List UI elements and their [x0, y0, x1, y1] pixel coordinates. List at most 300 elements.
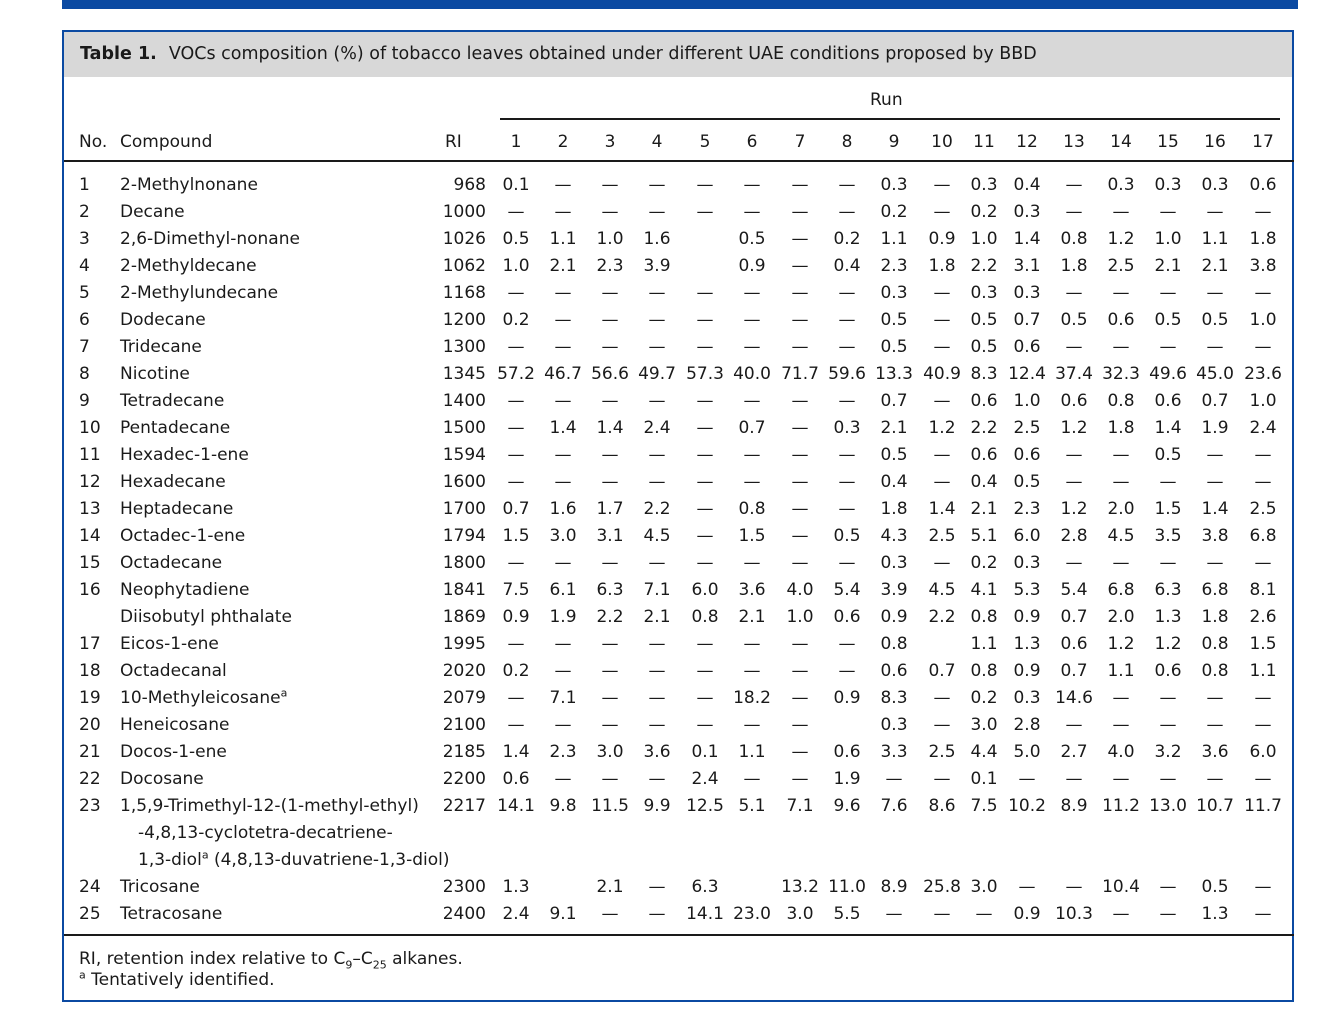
header-ri: RI — [445, 132, 462, 152]
run-value: 3.6 — [1201, 742, 1229, 762]
footer-rule — [64, 934, 1294, 936]
run-value: 0.9 — [880, 607, 908, 627]
run-value: — — [696, 634, 714, 654]
run-value: 1.4 — [549, 418, 577, 438]
run-value: — — [743, 634, 761, 654]
run-value: 3.6 — [643, 742, 671, 762]
run-value: 7.1 — [786, 796, 814, 816]
run-value: 0.3 — [1013, 283, 1041, 303]
run-value: 2.2 — [970, 256, 998, 276]
run-value: — — [791, 256, 809, 276]
run-value: — — [554, 283, 572, 303]
run-value: — — [554, 553, 572, 573]
run-value: — — [838, 634, 856, 654]
run-value: — — [1112, 688, 1130, 708]
run-value: — — [791, 661, 809, 681]
run-value: — — [838, 283, 856, 303]
run-value: 0.5 — [502, 229, 530, 249]
run-value: — — [1065, 877, 1083, 897]
run-value: 0.3 — [1013, 688, 1041, 708]
run-value: — — [601, 904, 619, 924]
caption-text: VOCs composition (%) of tobacco leaves obtained under different UAE conditions proposed by BBD — [168, 44, 1037, 64]
run-value: 0.5 — [1060, 310, 1088, 330]
run-value: — — [554, 310, 572, 330]
run-value: 4.3 — [880, 526, 908, 546]
run-value: 1.6 — [549, 499, 577, 519]
run-value: — — [1254, 769, 1272, 789]
run-value: 1.0 — [970, 229, 998, 249]
run-value: — — [1159, 688, 1177, 708]
row-no: 17 — [79, 634, 101, 654]
row-no: 20 — [79, 715, 101, 735]
run-value: 8.9 — [880, 877, 908, 897]
run-value: 3.0 — [786, 904, 814, 924]
row-no: 3 — [79, 229, 90, 249]
run-value: 0.6 — [1060, 391, 1088, 411]
run-value: — — [1159, 769, 1177, 789]
run-value: — — [838, 553, 856, 573]
run-value: 1.3 — [1201, 904, 1229, 924]
run-value: — — [1112, 715, 1130, 735]
run-value: — — [791, 526, 809, 546]
run-value: 0.6 — [1013, 337, 1041, 357]
run-value: 1.2 — [1060, 418, 1088, 438]
run-value: 56.6 — [591, 364, 629, 384]
run-value: 2.0 — [1107, 607, 1135, 627]
run-value: 2.3 — [880, 256, 908, 276]
run-value: — — [743, 175, 761, 195]
compound-name: Docosane — [120, 769, 204, 789]
run-value: — — [1206, 202, 1224, 222]
row-no: 21 — [79, 742, 101, 762]
run-value: 0.5 — [1154, 445, 1182, 465]
ri-value: 968 — [453, 175, 486, 195]
header-run-16: 16 — [1204, 132, 1226, 152]
row-no: 19 — [79, 688, 101, 708]
run-value: 0.1 — [691, 742, 719, 762]
row-no: 6 — [79, 310, 90, 330]
run-value: 23.6 — [1244, 364, 1282, 384]
run-value: 0.5 — [1201, 877, 1229, 897]
run-value: 6.3 — [691, 877, 719, 897]
run-value: — — [696, 553, 714, 573]
run-value: 0.9 — [928, 229, 956, 249]
run-value: — — [696, 202, 714, 222]
run-value: — — [791, 769, 809, 789]
run-value: — — [696, 337, 714, 357]
run-value: — — [648, 715, 666, 735]
run-value: 2.1 — [596, 877, 624, 897]
run-value: 2.1 — [549, 256, 577, 276]
run-value: 13.2 — [781, 877, 819, 897]
compound-name: 2-Methyldecane — [120, 256, 257, 276]
run-value: — — [648, 391, 666, 411]
ri-value: 1500 — [442, 418, 486, 438]
run-value: — — [696, 472, 714, 492]
run-value: 3.9 — [880, 580, 908, 600]
run-value: — — [838, 472, 856, 492]
run-value: 0.2 — [970, 688, 998, 708]
run-value: 1.8 — [1107, 418, 1135, 438]
run-value: 13.0 — [1149, 796, 1187, 816]
run-value: — — [601, 661, 619, 681]
run-value: 1.3 — [1013, 634, 1041, 654]
run-value: 0.9 — [502, 607, 530, 627]
run-value: 0.1 — [970, 769, 998, 789]
run-value: 0.8 — [880, 634, 908, 654]
run-value: 1.8 — [1060, 256, 1088, 276]
run-value: — — [507, 418, 525, 438]
run-value: — — [601, 769, 619, 789]
run-value: — — [648, 688, 666, 708]
run-value: 2.0 — [1107, 499, 1135, 519]
run-value: 7.5 — [502, 580, 530, 600]
run-value: 1.3 — [1154, 607, 1182, 627]
run-value: 8.6 — [928, 796, 956, 816]
run-value: 6.8 — [1201, 580, 1229, 600]
run-value: — — [554, 445, 572, 465]
run-value: 0.8 — [691, 607, 719, 627]
run-value: — — [601, 283, 619, 303]
run-value: — — [1254, 445, 1272, 465]
header-no: No. — [79, 132, 108, 152]
run-value: 6.8 — [1249, 526, 1277, 546]
run-value: 0.4 — [970, 472, 998, 492]
run-value: — — [648, 904, 666, 924]
header-compound: Compound — [120, 132, 213, 152]
run-value: 0.4 — [833, 256, 861, 276]
run-value: 0.2 — [833, 229, 861, 249]
compound-name: Heptadecane — [120, 499, 234, 519]
run-value: — — [743, 472, 761, 492]
run-value: 3.8 — [1249, 256, 1277, 276]
run-value: — — [507, 715, 525, 735]
run-value: — — [601, 202, 619, 222]
run-value: 1.8 — [1249, 229, 1277, 249]
run-value: 2.1 — [1154, 256, 1182, 276]
run-value: 12.5 — [686, 796, 724, 816]
run-value: — — [1254, 553, 1272, 573]
run-value: — — [601, 715, 619, 735]
compound-name: Heneicosane — [120, 715, 230, 735]
run-value: — — [1065, 553, 1083, 573]
run-value: 3.8 — [1201, 526, 1229, 546]
run-value: — — [743, 310, 761, 330]
run-value: — — [554, 634, 572, 654]
run-value: — — [743, 337, 761, 357]
compound-name: Tricosane — [120, 877, 200, 897]
ri-value: 1841 — [442, 580, 486, 600]
run-value: — — [507, 337, 525, 357]
header-run-5: 5 — [699, 132, 711, 152]
run-value: — — [791, 742, 809, 762]
run-value: 8.9 — [1060, 796, 1088, 816]
run-value: 0.3 — [1107, 175, 1135, 195]
run-value: — — [1206, 472, 1224, 492]
ri-value: 1300 — [442, 337, 486, 357]
run-value: — — [554, 391, 572, 411]
run-value: 0.3 — [970, 283, 998, 303]
run-value: 1.0 — [1249, 391, 1277, 411]
run-value: — — [601, 688, 619, 708]
run-value: 3.1 — [1013, 256, 1041, 276]
run-value: — — [507, 202, 525, 222]
run-value: — — [507, 634, 525, 654]
run-value: 6.8 — [1107, 580, 1135, 600]
run-value: 0.7 — [1060, 661, 1088, 681]
run-value: 4.5 — [643, 526, 671, 546]
run-value: 10.2 — [1008, 796, 1046, 816]
run-value: 14.6 — [1055, 688, 1093, 708]
run-value: — — [791, 445, 809, 465]
run-value: — — [838, 337, 856, 357]
row-no: 25 — [79, 904, 101, 924]
run-value: 14.1 — [686, 904, 724, 924]
top-accent-bar — [62, 0, 1298, 9]
run-value: 6.3 — [596, 580, 624, 600]
run-value: 0.2 — [970, 202, 998, 222]
run-value: 1.9 — [1201, 418, 1229, 438]
run-value: — — [838, 310, 856, 330]
run-value: — — [838, 445, 856, 465]
ri-value: 2020 — [442, 661, 486, 681]
run-value: 0.6 — [833, 607, 861, 627]
run-value: 1.2 — [1154, 634, 1182, 654]
run-value: — — [1065, 283, 1083, 303]
run-value: — — [648, 634, 666, 654]
run-value: — — [554, 472, 572, 492]
run-value: 1.9 — [833, 769, 861, 789]
run-value: — — [601, 310, 619, 330]
run-value: 10.3 — [1055, 904, 1093, 924]
run-value: — — [1065, 175, 1083, 195]
run-value: 1.0 — [596, 229, 624, 249]
run-value: 0.3 — [880, 283, 908, 303]
run-value: — — [933, 769, 951, 789]
run-value: 0.6 — [1249, 175, 1277, 195]
run-value: 2.5 — [928, 526, 956, 546]
run-value: — — [1254, 202, 1272, 222]
run-value: 4.0 — [1107, 742, 1135, 762]
run-value: 2.5 — [1013, 418, 1041, 438]
run-value: 0.3 — [1201, 175, 1229, 195]
ri-value: 2400 — [442, 904, 486, 924]
run-value: 2.3 — [596, 256, 624, 276]
run-value: 9.1 — [549, 904, 577, 924]
run-value: — — [1254, 283, 1272, 303]
run-value: — — [507, 445, 525, 465]
run-value: 0.7 — [502, 499, 530, 519]
caption-label: Table 1. — [80, 44, 157, 64]
run-value: 1.5 — [502, 526, 530, 546]
run-value: 3.2 — [1154, 742, 1182, 762]
run-value: 57.3 — [686, 364, 724, 384]
run-value: — — [1112, 337, 1130, 357]
run-value: 0.3 — [880, 715, 908, 735]
compound-name: Tetradecane — [120, 391, 225, 411]
run-value: 7.1 — [643, 580, 671, 600]
run-value: 1.0 — [786, 607, 814, 627]
run-value: 0.7 — [738, 418, 766, 438]
run-value: — — [1159, 202, 1177, 222]
run-value: 2.8 — [1013, 715, 1041, 735]
run-value: 0.9 — [738, 256, 766, 276]
compound-name-cont: -4,8,13-cyclotetra-decatriene- — [138, 823, 393, 843]
run-value: 3.5 — [1154, 526, 1182, 546]
run-value: — — [554, 337, 572, 357]
run-value: 2.6 — [1249, 607, 1277, 627]
run-value: 49.7 — [638, 364, 676, 384]
run-value: — — [1206, 688, 1224, 708]
run-value: — — [648, 175, 666, 195]
run-value: 12.4 — [1008, 364, 1046, 384]
run-value: 0.2 — [502, 661, 530, 681]
run-value: 2.3 — [1013, 499, 1041, 519]
run-value: — — [791, 391, 809, 411]
run-value: 0.3 — [1013, 202, 1041, 222]
run-value: 8.3 — [880, 688, 908, 708]
run-value: 32.3 — [1102, 364, 1140, 384]
run-value: 11.7 — [1244, 796, 1282, 816]
header-run-7: 7 — [794, 132, 806, 152]
ri-value: 1600 — [442, 472, 486, 492]
row-no: 18 — [79, 661, 101, 681]
run-value: 1.4 — [928, 499, 956, 519]
run-value: 0.2 — [970, 553, 998, 573]
run-value: — — [696, 391, 714, 411]
compound-name: Decane — [120, 202, 185, 222]
run-value: 2.8 — [1060, 526, 1088, 546]
run-value: 0.6 — [1060, 634, 1088, 654]
run-value: — — [554, 175, 572, 195]
run-value: 10.4 — [1102, 877, 1140, 897]
run-value: — — [507, 553, 525, 573]
ri-value: 1345 — [442, 364, 486, 384]
run-value: 0.3 — [833, 418, 861, 438]
run-value: 2.5 — [928, 742, 956, 762]
run-value: 3.0 — [596, 742, 624, 762]
header-run-2: 2 — [557, 132, 569, 152]
run-value: — — [791, 715, 809, 735]
header-run-9: 9 — [888, 132, 900, 152]
run-value: 49.6 — [1149, 364, 1187, 384]
run-value: — — [1112, 202, 1130, 222]
run-value: — — [933, 445, 951, 465]
run-value: 1.8 — [1201, 607, 1229, 627]
run-value: — — [1206, 283, 1224, 303]
run-value: 1.1 — [880, 229, 908, 249]
run-value: 13.3 — [875, 364, 913, 384]
run-value: 1.1 — [1249, 661, 1277, 681]
run-value: 2.1 — [643, 607, 671, 627]
run-value: — — [696, 418, 714, 438]
run-value: 59.6 — [828, 364, 866, 384]
footnote-mark: a — [280, 686, 288, 700]
ri-value: 1594 — [442, 445, 486, 465]
ri-value: 1062 — [442, 256, 486, 276]
header-run-17: 17 — [1252, 132, 1274, 152]
run-value: 0.5 — [1201, 310, 1229, 330]
compound-name: Tridecane — [120, 337, 202, 357]
run-value: — — [1065, 472, 1083, 492]
compound-name: Pentadecane — [120, 418, 231, 438]
run-value: 0.7 — [1060, 607, 1088, 627]
run-value: 1.4 — [502, 742, 530, 762]
run-value: — — [1159, 283, 1177, 303]
run-value: 5.4 — [833, 580, 861, 600]
run-value: 11.2 — [1102, 796, 1140, 816]
compound-name: 10-Methyleicosane$^a$ — [120, 686, 288, 708]
run-value: — — [1112, 553, 1130, 573]
run-value: — — [1018, 877, 1036, 897]
run-value: — — [696, 283, 714, 303]
run-value: 2.1 — [970, 499, 998, 519]
run-value: 0.4 — [880, 472, 908, 492]
run-value: — — [1254, 715, 1272, 735]
run-value: — — [743, 445, 761, 465]
header-rule — [64, 160, 1294, 162]
run-value: 2.3 — [549, 742, 577, 762]
run-value: 1.6 — [643, 229, 671, 249]
run-value: 0.9 — [1013, 607, 1041, 627]
row-no: 10 — [79, 418, 101, 438]
run-value: — — [648, 202, 666, 222]
run-value: — — [1254, 688, 1272, 708]
row-no: 4 — [79, 256, 90, 276]
run-value: — — [1065, 202, 1083, 222]
ri-value: 1794 — [442, 526, 486, 546]
run-value: 0.5 — [738, 229, 766, 249]
run-value: — — [696, 526, 714, 546]
run-value: 1.2 — [1107, 229, 1135, 249]
run-value: 14.1 — [497, 796, 535, 816]
run-value: 0.9 — [1013, 661, 1041, 681]
run-value: — — [885, 769, 903, 789]
header-run-15: 15 — [1157, 132, 1179, 152]
run-value: — — [1159, 337, 1177, 357]
run-value: 0.8 — [1060, 229, 1088, 249]
run-value: 0.6 — [970, 391, 998, 411]
run-value: 1.4 — [1154, 418, 1182, 438]
run-value: — — [696, 175, 714, 195]
run-value: — — [791, 229, 809, 249]
run-value: 3.0 — [970, 715, 998, 735]
run-value: 0.5 — [880, 310, 908, 330]
run-value: 0.6 — [1013, 445, 1041, 465]
run-value: — — [933, 391, 951, 411]
run-value: 0.8 — [970, 607, 998, 627]
run-value: 4.5 — [1107, 526, 1135, 546]
compound-name: 2-Methylnonane — [120, 175, 258, 195]
run-value: 0.3 — [880, 553, 908, 573]
compound-name-cont: 1,3-diol$^a$ (4,8,13-duvatriene-1,3-diol) — [138, 848, 450, 870]
run-value: 2.2 — [928, 607, 956, 627]
run-value: — — [933, 202, 951, 222]
run-value: 6.3 — [1154, 580, 1182, 600]
run-value: 2.4 — [643, 418, 671, 438]
row-no: 1 — [79, 175, 90, 195]
row-no: 7 — [79, 337, 90, 357]
run-value: 1.7 — [596, 499, 624, 519]
run-value: — — [648, 337, 666, 357]
run-value: — — [1112, 904, 1130, 924]
run-value: 0.8 — [1107, 391, 1135, 411]
run-value: 2.4 — [691, 769, 719, 789]
footnote-ri: RI, retention index relative to $C_9-C_{25}$ alkanes. — [79, 949, 463, 972]
run-value: — — [601, 337, 619, 357]
run-value: — — [791, 472, 809, 492]
header-run-14: 14 — [1110, 132, 1132, 152]
